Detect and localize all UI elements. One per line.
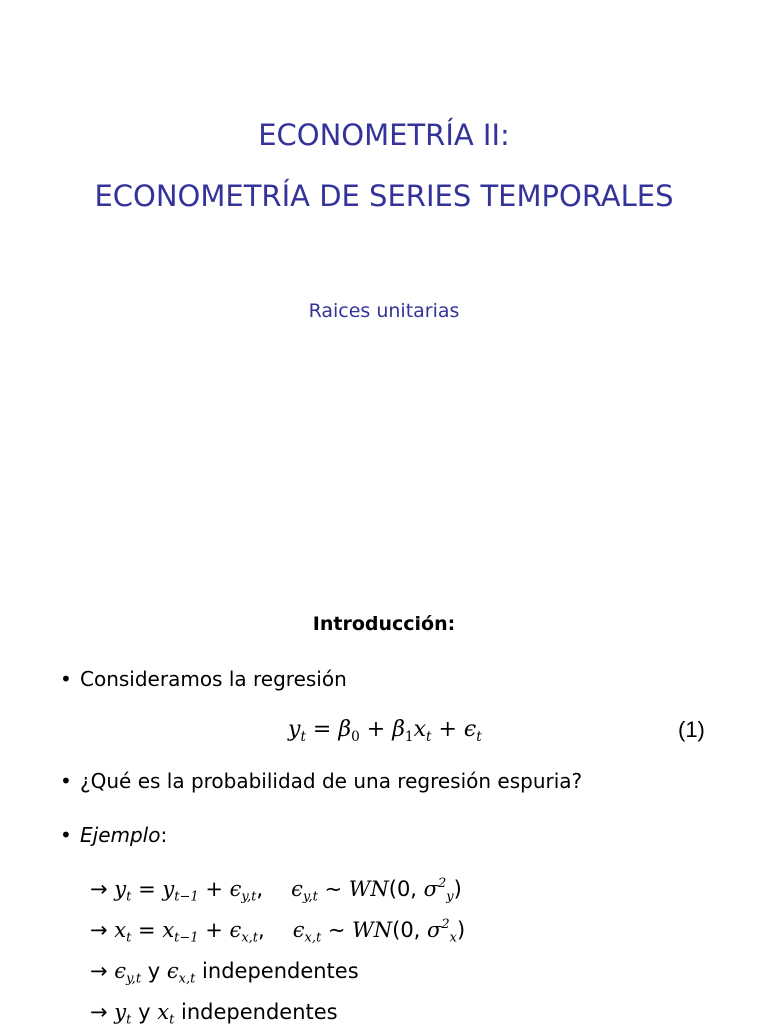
title-line-1: ECONOMETRÍA II:: [258, 118, 510, 152]
conj-y: y: [138, 1000, 151, 1024]
example-line-1: → $y_t = y_{t-1} + \epsilon_{y,t}$, $\epsilon_{y,t}$ ∼ WN(0, $\sigma^2_y$): [90, 876, 462, 905]
frame-title: Introducción:: [312, 613, 456, 635]
bullet-icon: •: [60, 823, 72, 847]
bullet-icon: •: [60, 667, 72, 691]
conj-y: y: [147, 959, 161, 983]
independent-word: independentes: [202, 959, 359, 983]
arrow-icon: →: [90, 918, 108, 943]
independent-word: independentes: [180, 1000, 338, 1024]
example-line-2: → $x_t = x_{t-1} + \epsilon_{x,t}$, $\epsilon_{x,t}$ ∼ WN(0, $\sigma^2_x$): [90, 917, 466, 946]
bullet-item-1: [60, 667, 347, 691]
wn-label: WN: [352, 918, 393, 943]
bullet-colon: :: [160, 823, 168, 847]
arrow-icon: →: [90, 959, 108, 983]
bullet-text-1: Consideramos la regresión: [80, 667, 347, 691]
equation-number: (1): [678, 717, 705, 742]
subtitle: Raices unitarias: [308, 300, 460, 322]
content-slide: [0, 512, 768, 1024]
bullet-icon: •: [60, 769, 72, 793]
wn-label: WN: [348, 877, 389, 902]
example-line-4: → $y_t$ y $x_t$ independentes: [90, 1000, 338, 1024]
bullet-text-3: Ejemplo: [80, 823, 161, 847]
regression-equation: $y_t = \beta_0 + \beta_1x_t + \epsilon_t$: [288, 717, 482, 745]
arrow-icon: →: [90, 1000, 108, 1024]
title-line-2: ECONOMETRÍA DE SERIES TEMPORALES: [94, 179, 674, 213]
bullet-item-2: [60, 769, 582, 793]
bullet-text-2: ¿Qué es la probabilidad de una regresión espuria?: [80, 769, 583, 793]
arrow-icon: →: [90, 877, 108, 902]
example-line-3: → $\epsilon_{y,t}$ y $\epsilon_{x,t}$ independentes: [90, 959, 359, 987]
bullet-item-3: [60, 823, 167, 847]
